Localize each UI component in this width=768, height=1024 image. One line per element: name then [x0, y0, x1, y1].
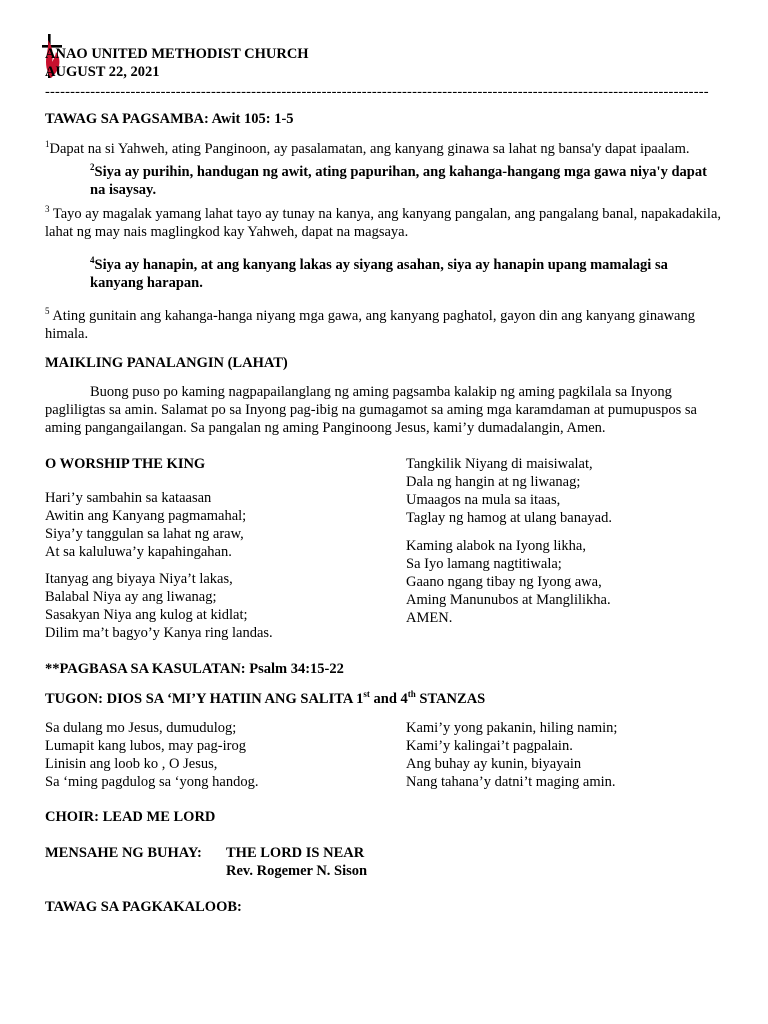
- call-to-worship-title: TAWAG SA PAGSAMBA: Awit 105: 1-5: [45, 111, 294, 127]
- message-label: MENSAHE NG BUHAY:: [45, 845, 202, 861]
- hymn-stanza-4: Kaming alabok na Iyong likha, Sa Iyo lamang nagtitiwala; Gaano ngang tibay ng Iyong awa, Aming Manunubos at Manglilikha. AMEN.: [406, 538, 611, 626]
- church-name: ANAO UNITED METHODIST CHURCH: [45, 46, 309, 62]
- message-block: [45, 844, 723, 880]
- verse-5: $^5$ Ating gunitain ang kahanga-hanga niyang mga gawa, ang kanyang paghatol, gayon din ang kanyang ginawang himala.: [45, 306, 695, 342]
- offering-title: TAWAG SA PAGKAKALOOB:: [45, 899, 242, 915]
- verse-1: $^1$Dapat na si Yahweh, ating Panginoon, ay pasalamatan, ang kanyang ginawa sa lahat ng bansa'y dapat ipaalam.: [45, 139, 690, 157]
- hymn-stanza-1: Hari’y sambahin sa kataasan Awitin ang Kanyang pagmamahal; Siya’y tanggulan sa lahat ng araw, At sa kaluluwa’y kapahingahan.: [45, 490, 247, 560]
- hymn-stanza-2: Itanyag ang biyaya Niya’t lakas, Balabal Niya ay ang liwanag; Sasakyan Niya ang kulog at kidlat; Dilim ma’t bagyo’y Kanya ring landas.: [45, 571, 273, 641]
- reading-title: **PAGBASA SA KASULATAN: Psalm 34:15-22: [45, 661, 344, 677]
- hymn-columns: [45, 455, 723, 642]
- response-title: TUGON: DIOS SA ‘MI’Y HATIIN ANG SALITA 1st and 4th STANZAS: [45, 689, 486, 707]
- hymn-title: O WORSHIP THE KING: [45, 456, 206, 472]
- verse-3: $^3$ Tayo ay magalak yamang lahat tayo ay tunay na kanya, ang kanyang pangalan, ang pangalang banal, napakadakila, lahat ng may nais maglingkod kay Yahweh, dapat na magsaya.: [45, 204, 722, 240]
- prayer-title: MAIKLING PANALANGIN (LAHAT): [45, 355, 288, 371]
- prayer-text: Buong puso po kaming nagpapailanglang ng aming pagsamba kalakip ng aming pagkilala sa Inyong pagliligtas sa amin. Salamat po sa Inyong pag-ibig na gumagamot sa aming mga karamdaman at pumupuspos sa aming pangangailangan. Sa pangalan ng aming Panginoong Jesus, kami’y dumadalangin, Amen.: [45, 384, 697, 436]
- response-stanza-2: Kami’y yong pakanin, hiling namin; Kami’y kalingai’t pagpalain. Ang buhay ay kunin, biyayain Nang tahana’y datni’t maging amin.: [406, 720, 618, 790]
- verse-4: $^4$Siya ay hanapin, at ang kanyang lakas ay siyang asahan, siya ay hanapin upang mamalagi sa kanyang harapan.: [90, 255, 668, 291]
- hymn-stanza-3: Tangkilik Niyang di maisiwalat, Dala ng hangin at ng liwanag; Umaagos na mula sa itaas, Taglay ng hamog at ulang banayad.: [406, 456, 612, 526]
- verse-2: $^2$Siya ay purihin, handugan ng awit, ating papurihan, ang kahanga-hangang mga gawa niya'y dapat na isaysay.: [90, 162, 707, 198]
- choir-title: CHOIR: LEAD ME LORD: [45, 809, 216, 825]
- message-title: THE LORD IS NEAR: [226, 845, 365, 861]
- bulletin-page: [45, 45, 723, 916]
- service-date: AUGUST 22, 2021: [45, 64, 160, 80]
- response-columns: [45, 719, 723, 791]
- response-stanza-1: Sa dulang mo Jesus, dumudulog; Lumapit kang lubos, may pag-irog Linisin ang loob ko , O Jesus, Sa ‘ming pagdulog sa ‘yong handog.: [45, 720, 259, 790]
- divider-line: ------------------------------------------------------------------------------------------------------------------------------------: [45, 84, 709, 100]
- message-speaker: Rev. Rogemer N. Sison: [226, 863, 368, 879]
